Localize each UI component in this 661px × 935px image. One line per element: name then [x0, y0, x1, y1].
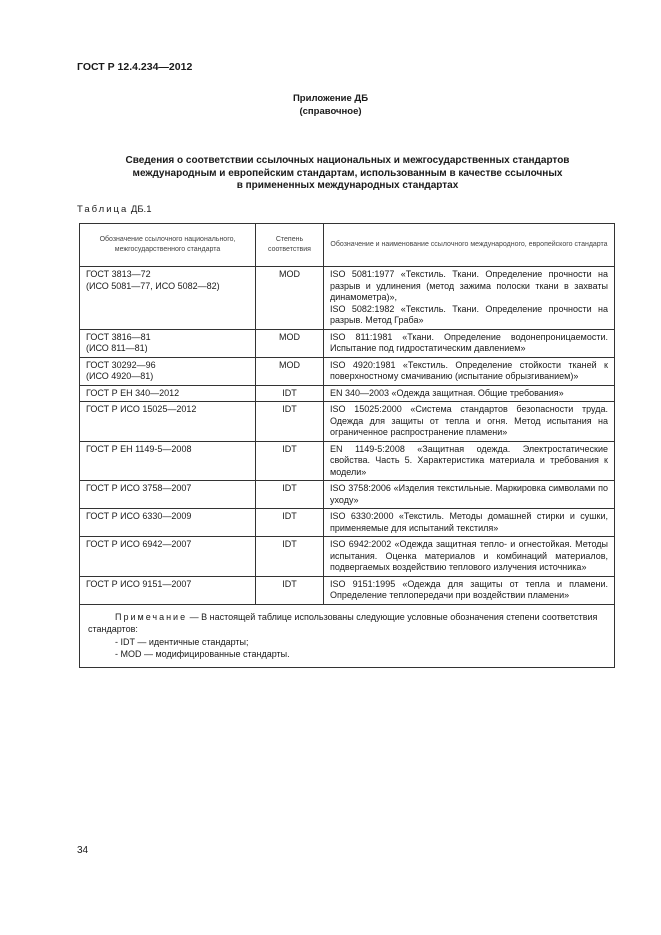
- cell-national-standard: [80, 385, 256, 402]
- table-row: [80, 481, 615, 509]
- reference-line: EN 1149-5:2008 «Защитная одежда. Электростатические свойства. Часть 5. Характеристика материала и требования к модели»: [330, 443, 608, 477]
- note-body: — В настоящей таблице использованы следующие условные обозначения степени соответствия стандартов:: [88, 611, 598, 634]
- reference-line: ISO 4920:1981 «Текстиль. Определение стойкости тканей к поверхностному смачиванию (испытание обрызгиванием)»: [330, 359, 608, 381]
- standard-line: ГОСТ Р ЕН 340—2012: [86, 387, 180, 398]
- cell-national-standard: [80, 402, 256, 442]
- note-item: - MOD — модифицированные стандарты.: [115, 649, 290, 659]
- cell-degree: IDT: [256, 509, 324, 537]
- cell-international-standard: [324, 537, 615, 577]
- reference-line: ISO 5082:1982 «Текстиль. Ткани. Определение прочности на разрыв. Метод Граба»: [330, 303, 608, 325]
- standard-line: ГОСТ 3813—72: [86, 269, 151, 279]
- reference-line: EN 340—2003 «Одежда защитная. Общие требования»: [330, 387, 564, 398]
- header-national-standard: Обозначение ссылочного национального, межгосударственного стандарта: [80, 224, 256, 267]
- standard-line: (ИСО 4920—81): [86, 371, 154, 381]
- standard-line: ГОСТ Р ИСО 6942—2007: [86, 539, 192, 549]
- table-row: [80, 441, 615, 481]
- standard-line: ГОСТ 3816—81: [86, 331, 151, 342]
- correspondence-table: [79, 223, 615, 668]
- cell-degree: IDT: [256, 441, 324, 481]
- table-row: [80, 509, 615, 537]
- cell-degree: IDT: [256, 576, 324, 604]
- note-label: Примечание: [115, 611, 188, 622]
- table-row: [80, 267, 615, 330]
- table-header-row: [80, 224, 615, 267]
- cell-degree: IDT: [256, 537, 324, 577]
- reference-line: ISO 811:1981 «Ткани. Определение водонепроницаемости. Испытание под гидростатическим давлением»: [330, 331, 608, 353]
- cell-international-standard: [324, 329, 615, 357]
- cell-international-standard: [324, 385, 615, 402]
- heading-line: Сведения о соответствии ссылочных национальных и межгосударственных стандартов: [125, 155, 570, 166]
- reference-line: ISO 3758:2006 «Изделия текстильные. Маркировка символами по уходу»: [330, 483, 608, 505]
- reference-line: ISO 15025:2000 «Система стандартов безопасности труда. Одежда для защиты от тепла и огня. Метод испытания на ограниченное распространение пламени»: [330, 404, 608, 437]
- standard-line: ГОСТ Р ИСО 3758—2007: [86, 483, 192, 493]
- table-caption: [77, 204, 151, 215]
- cell-national-standard: [80, 509, 256, 537]
- standard-line: ГОСТ Р ИСО 9151—2007: [86, 578, 192, 589]
- note-text: [88, 611, 606, 636]
- cell-national-standard: [80, 481, 256, 509]
- section-heading: [80, 155, 615, 193]
- cell-degree: IDT: [256, 385, 324, 402]
- header-degree: Степень соответствия: [256, 224, 324, 267]
- table-caption-id: ДБ.1: [130, 204, 152, 215]
- table-row: [80, 385, 615, 402]
- heading-line: в примененных международных стандартах: [236, 180, 459, 191]
- cell-national-standard: [80, 357, 256, 385]
- cell-national-standard: [80, 441, 256, 481]
- appendix-title: Приложение ДБ: [292, 93, 369, 104]
- cell-international-standard: [324, 441, 615, 481]
- cell-national-standard: [80, 537, 256, 577]
- cell-degree: MOD: [256, 329, 324, 357]
- cell-national-standard: [80, 576, 256, 604]
- table-row: [80, 537, 615, 577]
- standard-line: ГОСТ Р ИСО 6330—2009: [86, 511, 192, 521]
- cell-national-standard: [80, 329, 256, 357]
- reference-line: ISO 9151:1995 «Одежда для защиты от тепла и пламени. Определение теплопередачи при воздействии пламени»: [330, 578, 608, 600]
- cell-degree: MOD: [256, 357, 324, 385]
- table-row: [80, 576, 615, 604]
- reference-line: ISO 5081:1977 «Текстиль. Ткани. Определение прочности на разрыв и удлинения (метод зажима полоски ткани в захваты динамометра)»,: [330, 269, 608, 302]
- standard-line: (ИСО 811—81): [86, 343, 148, 353]
- heading-line: международным и европейским стандартам, использованным в качестве ссылочных: [132, 167, 563, 179]
- cell-international-standard: [324, 576, 615, 604]
- reference-line: ISO 6330:2000 «Текстиль. Методы домашней стирки и сушки, применяемые для испытаний текстиля»: [330, 511, 608, 533]
- standard-line: (ИСО 5081—77, ИСО 5082—82): [86, 280, 220, 291]
- cell-degree: IDT: [256, 481, 324, 509]
- table-row: [80, 402, 615, 442]
- standard-line: ГОСТ Р ИСО 15025—2012: [86, 404, 197, 414]
- appendix-header: [0, 92, 661, 118]
- document-code: ГОСТ Р 12.4.234—2012: [77, 61, 193, 73]
- table-note: [80, 604, 615, 667]
- header-international-standard: Обозначение и наименование ссылочного международного, европейского стандарта: [324, 224, 615, 267]
- standard-line: ГОСТ Р ЕН 1149-5—2008: [86, 443, 192, 454]
- standard-line: ГОСТ 30292—96: [86, 359, 156, 370]
- note-item: - IDT — идентичные стандарты;: [115, 636, 249, 647]
- cell-degree: IDT: [256, 402, 324, 442]
- page-number: 34: [77, 845, 89, 856]
- cell-international-standard: [324, 402, 615, 442]
- cell-national-standard: [80, 267, 256, 330]
- cell-international-standard: [324, 357, 615, 385]
- cell-international-standard: [324, 481, 615, 509]
- cell-degree: MOD: [256, 267, 324, 330]
- table-row: [80, 329, 615, 357]
- table-caption-word: Таблица: [77, 204, 129, 215]
- cell-international-standard: [324, 267, 615, 330]
- cell-international-standard: [324, 509, 615, 537]
- table-row: [80, 357, 615, 385]
- reference-line: ISO 6942:2002 «Одежда защитная тепло- и огнестойкая. Методы испытания. Оценка материалов и комбинаций материалов, подвергаемых воздействию теплового излучения источника»: [330, 539, 608, 572]
- table-note-row: [80, 604, 615, 667]
- appendix-subtitle: (справочное): [299, 106, 362, 117]
